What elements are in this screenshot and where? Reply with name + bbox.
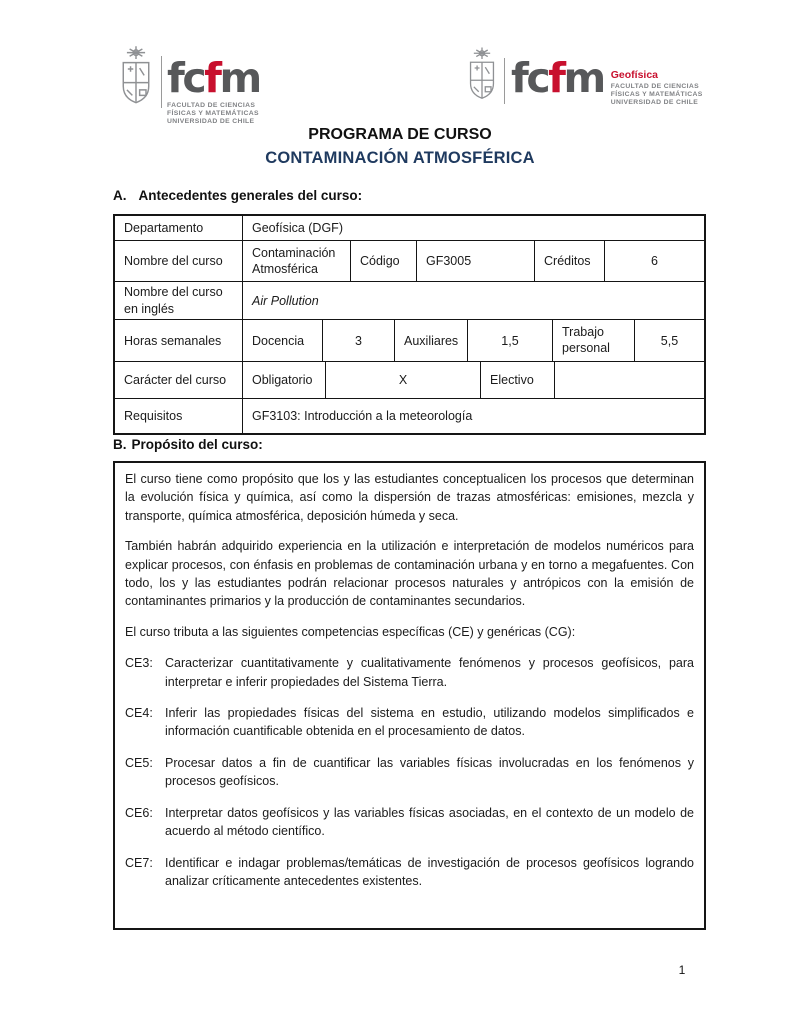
- fcfm-wordmark: fcfm: [511, 54, 604, 102]
- nombre-ingles-label: Nombre del curso en inglés: [124, 285, 223, 316]
- fcfm-logo-left: [116, 44, 260, 127]
- fcfm-red-f: f: [204, 54, 220, 102]
- table-row-departamento: [115, 216, 704, 240]
- obligatorio-label: Obligatorio: [242, 362, 325, 398]
- purpose-paragraph: También habrán adquirido experiencia en la utilización e interpretación de modelos numéricos para explicar procesos, con énfasis en problemas de contaminación urbana y en torno a megafuentes. Con todo, los y las estudiantes podrán relacionar procesos naturales y antrópicos con la emisión de contaminantes primarios y la producción de contaminantes secundarios.: [125, 539, 694, 609]
- logo-divider: [504, 58, 505, 104]
- competency-code: CE3:: [125, 656, 153, 671]
- caracter-label: Carácter del curso: [124, 373, 227, 387]
- nombre-label: Nombre del curso: [124, 254, 223, 268]
- auxiliares-value: 1,5: [467, 320, 552, 361]
- table-row-caracter: [115, 361, 704, 398]
- competency-text: Identificar e indagar problemas/temáticas de investigación de procesos geofísicos logrando analizar críticamente antecedentes existentes.: [165, 855, 694, 888]
- section-a-heading: A. Antecedentes generales del curso:: [113, 188, 363, 203]
- docencia-label: Docencia: [242, 320, 322, 361]
- page-number: 1: [678, 963, 686, 977]
- geofisica-unit-label: [611, 69, 703, 108]
- competency-code: CE4:: [125, 706, 153, 721]
- document-title: PROGRAMA DE CURSO: [308, 126, 492, 143]
- departamento-value: Geofísica (DGF): [242, 216, 704, 240]
- table-row-requisitos: [115, 398, 704, 433]
- fcfm-red-f: f: [548, 54, 564, 102]
- requisitos-value: GF3103: Introducción a la meteorología: [242, 399, 704, 433]
- logo-divider: [161, 56, 162, 108]
- competency-text: Caracterizar cuantitativamente y cualitativamente fenómenos y procesos geofísicos, para interpretar e inferir propiedades del Sistema Tierra.: [165, 656, 694, 689]
- competency-code: CE5:: [125, 755, 153, 770]
- trabajo-personal-label: Trabajo personal: [552, 320, 634, 361]
- electivo-label: Electivo: [480, 362, 554, 398]
- competency-item: [125, 854, 694, 891]
- purpose-text-box: [113, 461, 706, 930]
- codigo-label: Código: [350, 241, 416, 281]
- departamento-label: Departamento: [124, 221, 204, 235]
- geofisica-label: Geofísica: [610, 69, 659, 81]
- requisitos-label: Requisitos: [124, 409, 183, 423]
- competency-item: [125, 654, 694, 691]
- codigo-value: GF3005: [416, 241, 534, 281]
- faculty-name: FACULTAD DE CIENCIAS FÍSICAS Y MATEMÁTICAS UNIVERSIDAD DE CHILE: [167, 102, 259, 126]
- nombre-value: Contaminación Atmosférica: [242, 241, 350, 281]
- purpose-paragraph: El curso tiene como propósito que los y las estudiantes conceptualicen los procesos que determinan la evolución física y química, así como la dispersión de trazas atmosféricas: emisiones, mezcla y transporte, química atmosférica, deposición húmeda y seca.: [125, 472, 694, 523]
- competency-text: Inferir las propiedades físicas del sistema en estudio, utilizando modelos simplificados e información cuantificable obtenida en el procesamiento de datos.: [165, 706, 694, 739]
- fcfm-logo-right: [464, 44, 703, 110]
- faculty-name: FACULTAD DE CIENCIAS FÍSICAS Y MATEMÁTICAS UNIVERSIDAD DE CHILE: [610, 83, 703, 107]
- competency-item: [125, 804, 694, 841]
- creditos-value: 6: [604, 241, 704, 281]
- competency-item: [125, 754, 694, 791]
- competency-text: Interpretar datos geofísicos y las variables físicas asociadas, en el contexto de un modelo de acuerdo al método científico.: [165, 805, 694, 839]
- trabajo-personal-value: 5,5: [634, 320, 704, 361]
- fcfm-wordmark: fcfm: [167, 54, 260, 102]
- horas-label: Horas semanales: [124, 333, 222, 348]
- purpose-paragraph: El curso tributa a las siguientes competencias específicas (CE) y genéricas (CG):: [125, 624, 576, 639]
- auxiliares-label: Auxiliares: [394, 320, 467, 361]
- obligatorio-mark: X: [325, 362, 480, 398]
- table-row-nombre-ingles: [115, 281, 704, 319]
- docencia-value: 3: [322, 320, 394, 361]
- competency-item: [125, 704, 694, 741]
- competency-code: CE7:: [125, 855, 153, 870]
- electivo-mark: [554, 362, 704, 398]
- table-row-nombre: [115, 240, 704, 281]
- course-title: CONTAMINACIÓN ATMOSFÉRICA: [265, 149, 535, 167]
- course-info-table: [113, 214, 706, 435]
- creditos-label: Créditos: [534, 241, 604, 281]
- competency-text: Procesar datos a fin de cuantificar las variables físicas involucradas en los fenómenos y procesos geofísicos.: [165, 755, 694, 789]
- nombre-ingles-value: Air Pollution: [242, 282, 704, 319]
- section-b-heading: B. Propósito del curso:: [113, 437, 263, 452]
- uchile-shield-icon: [464, 44, 500, 110]
- competency-code: CE6:: [125, 805, 153, 820]
- uchile-shield-icon: [116, 44, 156, 114]
- table-row-horas: [115, 319, 704, 361]
